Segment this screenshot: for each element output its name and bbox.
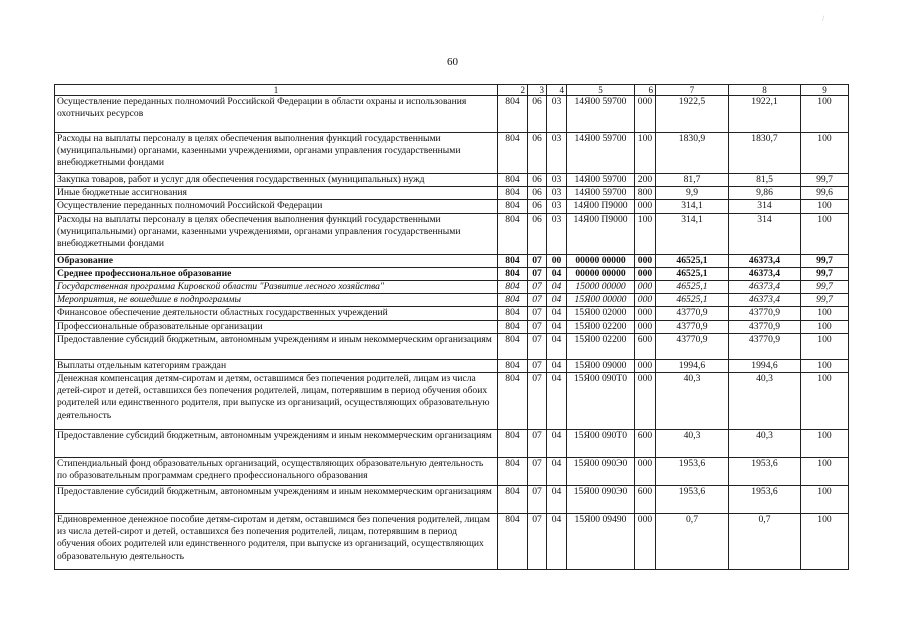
cell-subsection: 00	[547, 254, 567, 267]
budget-table	[54, 84, 849, 570]
cell-plan: 314,1	[656, 213, 729, 254]
cell-executed: 46373,4	[729, 267, 801, 280]
cell-ministry: 804	[498, 458, 528, 486]
cell-expense-type: 600	[635, 486, 656, 514]
cell-target-article: 15Я00 09000	[567, 359, 635, 372]
cell-percent: 100	[801, 373, 849, 430]
cell-plan: 1953,6	[656, 458, 729, 486]
row-description: Предоставление субсидий бюджетным, автономным учреждениям и иным некоммерческим организациям	[55, 333, 498, 359]
row-description: Закупка товаров, работ и услуг для обеспечения государственных (муниципальных) нужд	[55, 174, 498, 187]
cell-executed: 1922,1	[729, 96, 801, 133]
cell-percent: 100	[801, 96, 849, 133]
row-description: Образование	[55, 254, 498, 267]
header-cell: 7	[656, 85, 729, 96]
cell-target-article: 15000 00000	[567, 281, 635, 294]
cell-percent: 100	[801, 359, 849, 372]
cell-plan: 81,7	[656, 174, 729, 187]
cell-ministry: 804	[498, 187, 528, 200]
cell-target-article: 15Я00 090Э0	[567, 458, 635, 486]
cell-section: 07	[528, 320, 547, 333]
cell-section: 07	[528, 359, 547, 372]
cell-subsection: 03	[547, 133, 567, 174]
cell-section: 07	[528, 281, 547, 294]
cell-target-article: 15Я00 090Т0	[567, 430, 635, 458]
cell-executed: 1953,6	[729, 486, 801, 514]
table-row	[55, 200, 849, 213]
corner-mark: /	[822, 14, 825, 23]
cell-plan: 9,9	[656, 187, 729, 200]
cell-subsection: 04	[547, 307, 567, 320]
cell-section: 06	[528, 96, 547, 133]
cell-section: 06	[528, 174, 547, 187]
cell-subsection: 03	[547, 213, 567, 254]
cell-subsection: 04	[547, 514, 567, 570]
cell-target-article: 14Я00 59700	[567, 174, 635, 187]
cell-expense-type: 600	[635, 333, 656, 359]
cell-subsection: 04	[547, 294, 567, 307]
cell-expense-type: 200	[635, 174, 656, 187]
header-row	[55, 85, 849, 96]
row-description: Государственная программа Кировской области "Развитие лесного хозяйства"	[55, 281, 498, 294]
header-cell: 8	[729, 85, 801, 96]
cell-subsection: 03	[547, 96, 567, 133]
cell-executed: 43770,9	[729, 307, 801, 320]
cell-expense-type: 000	[635, 294, 656, 307]
cell-percent: 99,6	[801, 187, 849, 200]
table-row	[55, 333, 849, 359]
cell-subsection: 04	[547, 281, 567, 294]
cell-section: 07	[528, 254, 547, 267]
cell-percent: 99,7	[801, 294, 849, 307]
cell-expense-type: 000	[635, 458, 656, 486]
cell-target-article: 15Я00 090Т0	[567, 373, 635, 430]
cell-percent: 100	[801, 133, 849, 174]
cell-section: 07	[528, 373, 547, 430]
cell-percent: 100	[801, 320, 849, 333]
row-description: Денежная компенсация детям-сиротам и детям, оставшимся без попечения родителей, лицам из числа детей-сирот и детей, оставшихся без попечения родителей, лицам, потерявшим в период обучения обоих родителей или единственного родителя, при выпуске из организаций, осуществляющих образовательную деятельность	[55, 373, 498, 430]
row-description: Мероприятия, не вошедшие в подпрограммы	[55, 294, 498, 307]
cell-percent: 100	[801, 333, 849, 359]
cell-plan: 1994,6	[656, 359, 729, 372]
cell-subsection: 04	[547, 373, 567, 430]
cell-target-article: 00000 00000	[567, 267, 635, 280]
cell-expense-type: 100	[635, 213, 656, 254]
header-cell: 3	[528, 85, 547, 96]
table-row	[55, 294, 849, 307]
table-row	[55, 430, 849, 458]
cell-plan: 43770,9	[656, 307, 729, 320]
cell-ministry: 804	[498, 307, 528, 320]
table-row	[55, 187, 849, 200]
cell-section: 07	[528, 294, 547, 307]
cell-expense-type: 000	[635, 96, 656, 133]
cell-expense-type: 000	[635, 320, 656, 333]
cell-plan: 46525,1	[656, 281, 729, 294]
cell-plan: 1953,6	[656, 486, 729, 514]
cell-target-article: 14Я00 П9000	[567, 200, 635, 213]
cell-expense-type: 000	[635, 373, 656, 430]
row-description: Иные бюджетные ассигнования	[55, 187, 498, 200]
header-cell: 4	[547, 85, 567, 96]
cell-ministry: 804	[498, 213, 528, 254]
cell-percent: 100	[801, 458, 849, 486]
table-row	[55, 458, 849, 486]
cell-plan: 43770,9	[656, 333, 729, 359]
table-row	[55, 254, 849, 267]
table-row	[55, 486, 849, 514]
cell-ministry: 804	[498, 254, 528, 267]
cell-percent: 100	[801, 514, 849, 570]
cell-expense-type: 000	[635, 254, 656, 267]
cell-target-article: 14Я00 59700	[567, 133, 635, 174]
cell-percent: 100	[801, 486, 849, 514]
cell-ministry: 804	[498, 200, 528, 213]
cell-ministry: 804	[498, 294, 528, 307]
header-cell: 5	[567, 85, 635, 96]
cell-ministry: 804	[498, 96, 528, 133]
cell-executed: 40,3	[729, 373, 801, 430]
table-row	[55, 307, 849, 320]
cell-ministry: 804	[498, 267, 528, 280]
cell-subsection: 03	[547, 174, 567, 187]
row-description: Осуществление переданных полномочий Российской Федерации в области охраны и использования охотничьих ресурсов	[55, 96, 498, 133]
cell-ministry: 804	[498, 333, 528, 359]
cell-percent: 99,7	[801, 254, 849, 267]
cell-target-article: 14Я00 59700	[567, 187, 635, 200]
row-description: Среднее профессиональное образование	[55, 267, 498, 280]
cell-target-article: 15Я00 090Э0	[567, 486, 635, 514]
cell-section: 06	[528, 200, 547, 213]
cell-target-article: 00000 00000	[567, 254, 635, 267]
cell-ministry: 804	[498, 133, 528, 174]
cell-executed: 314	[729, 200, 801, 213]
cell-target-article: 15Я00 02200	[567, 320, 635, 333]
cell-executed: 0,7	[729, 514, 801, 570]
cell-percent: 100	[801, 213, 849, 254]
cell-section: 07	[528, 430, 547, 458]
cell-ministry: 804	[498, 359, 528, 372]
cell-expense-type: 800	[635, 187, 656, 200]
cell-target-article: 15Я00 02000	[567, 307, 635, 320]
cell-subsection: 04	[547, 320, 567, 333]
cell-executed: 46373,4	[729, 294, 801, 307]
row-description: Стипендиальный фонд образовательных организаций, осуществляющих образовательную деятельность по образовательным программам среднего профессионального образования	[55, 458, 498, 486]
cell-ministry: 804	[498, 281, 528, 294]
cell-executed: 314	[729, 213, 801, 254]
row-description: Единовременное денежное пособие детям-сиротам и детям, оставшимся без попечения родителей, лицам из числа детей-сирот и детей, оставшихся без попечения родителей, лицам, потерявшим в период обучения обоих родителей или единственного родителя, при выпуске из организаций, осуществляющих образовательную деятельность	[55, 514, 498, 570]
table-row	[55, 281, 849, 294]
cell-ministry: 804	[498, 320, 528, 333]
cell-executed: 43770,9	[729, 333, 801, 359]
cell-section: 07	[528, 486, 547, 514]
cell-percent: 99,7	[801, 174, 849, 187]
cell-percent: 99,7	[801, 281, 849, 294]
cell-target-article: 14Я00 П9000	[567, 213, 635, 254]
cell-section: 07	[528, 514, 547, 570]
cell-expense-type: 100	[635, 133, 656, 174]
cell-target-article: 15Я00 02200	[567, 333, 635, 359]
cell-subsection: 04	[547, 458, 567, 486]
cell-executed: 46373,4	[729, 254, 801, 267]
cell-plan: 40,3	[656, 430, 729, 458]
cell-section: 07	[528, 458, 547, 486]
cell-subsection: 04	[547, 430, 567, 458]
cell-plan: 46525,1	[656, 254, 729, 267]
table-row	[55, 96, 849, 133]
cell-executed: 81,5	[729, 174, 801, 187]
header-cell: 2	[498, 85, 528, 96]
cell-ministry: 804	[498, 514, 528, 570]
cell-percent: 99,7	[801, 267, 849, 280]
cell-expense-type: 600	[635, 430, 656, 458]
cell-executed: 1953,6	[729, 458, 801, 486]
table-row	[55, 174, 849, 187]
row-description: Выплаты отдельным категориям граждан	[55, 359, 498, 372]
cell-section: 06	[528, 213, 547, 254]
header-cell: 9	[801, 85, 849, 96]
cell-subsection: 04	[547, 267, 567, 280]
table-row	[55, 320, 849, 333]
cell-section: 06	[528, 187, 547, 200]
table-row	[55, 514, 849, 570]
cell-executed: 40,3	[729, 430, 801, 458]
cell-subsection: 04	[547, 486, 567, 514]
table-row	[55, 213, 849, 254]
row-description: Предоставление субсидий бюджетным, автономным учреждениям и иным некоммерческим организациям	[55, 486, 498, 514]
cell-executed: 43770,9	[729, 320, 801, 333]
cell-executed: 46373,4	[729, 281, 801, 294]
cell-subsection: 04	[547, 359, 567, 372]
cell-subsection: 04	[547, 333, 567, 359]
cell-plan: 314,1	[656, 200, 729, 213]
cell-ministry: 804	[498, 430, 528, 458]
cell-expense-type: 000	[635, 200, 656, 213]
cell-percent: 100	[801, 430, 849, 458]
cell-section: 06	[528, 133, 547, 174]
cell-ministry: 804	[498, 486, 528, 514]
cell-expense-type: 000	[635, 514, 656, 570]
page-number: 60	[447, 56, 458, 68]
row-description: Расходы на выплаты персоналу в целях обеспечения выполнения функций государственными (муниципальными) органами, казенными учреждениями, органами управления государственными внебюджетными фондами	[55, 213, 498, 254]
table-row	[55, 373, 849, 430]
cell-target-article: 15Я00 09490	[567, 514, 635, 570]
cell-ministry: 804	[498, 373, 528, 430]
cell-plan: 46525,1	[656, 267, 729, 280]
cell-plan: 43770,9	[656, 320, 729, 333]
row-description: Профессиональные образовательные организации	[55, 320, 498, 333]
cell-subsection: 03	[547, 200, 567, 213]
cell-percent: 100	[801, 307, 849, 320]
cell-ministry: 804	[498, 174, 528, 187]
table-row	[55, 359, 849, 372]
header-cell: 6	[635, 85, 656, 96]
cell-plan: 1830,9	[656, 133, 729, 174]
cell-executed: 1830,7	[729, 133, 801, 174]
cell-executed: 1994,6	[729, 359, 801, 372]
row-description: Осуществление переданных полномочий Российской Федерации	[55, 200, 498, 213]
cell-executed: 9,86	[729, 187, 801, 200]
cell-plan: 40,3	[656, 373, 729, 430]
cell-plan: 46525,1	[656, 294, 729, 307]
cell-section: 07	[528, 267, 547, 280]
cell-expense-type: 000	[635, 359, 656, 372]
row-description: Финансовое обеспечение деятельности областных государственных учреждений	[55, 307, 498, 320]
cell-expense-type: 000	[635, 267, 656, 280]
cell-section: 07	[528, 333, 547, 359]
cell-percent: 100	[801, 200, 849, 213]
table-row	[55, 133, 849, 174]
cell-plan: 0,7	[656, 514, 729, 570]
cell-expense-type: 000	[635, 281, 656, 294]
cell-section: 07	[528, 307, 547, 320]
row-description: Расходы на выплаты персоналу в целях обеспечения выполнения функций государственными (муниципальными) органами, казенными учреждениями, органами управления государственными внебюджетными фондами	[55, 133, 498, 174]
cell-subsection: 03	[547, 187, 567, 200]
row-description: Предоставление субсидий бюджетным, автономным учреждениям и иным некоммерческим организациям	[55, 430, 498, 458]
header-cell: 1	[55, 85, 498, 96]
cell-target-article: 14Я00 59700	[567, 96, 635, 133]
table-row	[55, 267, 849, 280]
cell-target-article: 15Я00 00000	[567, 294, 635, 307]
cell-plan: 1922,5	[656, 96, 729, 133]
cell-expense-type: 000	[635, 307, 656, 320]
